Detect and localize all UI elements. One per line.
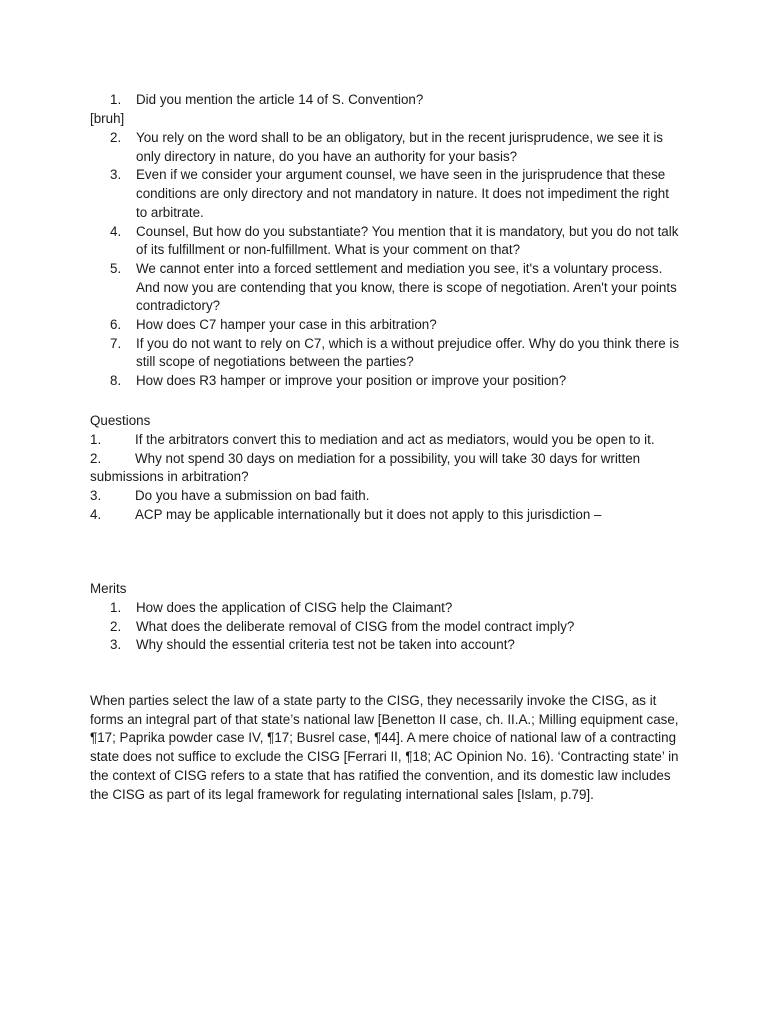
list-item: 3. Do you have a submission on bad faith. [90,488,370,504]
list-item-text: Why should the essential criteria test not be taken into account? [136,637,515,653]
list-item: 2. You rely on the word shall to be an obligatory, but in the recent jurisprudence, we see it is only directory in nature, do you have an authority for your basis? [110,130,664,164]
questions-list [90,431,680,525]
list-item-text: How does C7 hamper your case in this arbitration? [136,317,437,333]
list-item: 6. How does C7 hamper your case in this arbitration? [110,317,437,333]
merits-heading: Merits [90,581,127,596]
list-item: 2. Why not spend 30 days on mediation for a possibility, you will take 30 days for written submissions in arbitration? [90,450,641,485]
list-item-text: Did you mention the article 14 of S. Convention? [136,92,424,107]
list-item: 4. ACP may be applicable internationally but it does not apply to this jurisdiction – [90,506,602,522]
list-item: 5. We cannot enter into a forced settlement and mediation you see, it's a voluntary process. And now you are contending that you know, there is scope of negotiation. Aren't your points contradictory? [110,260,677,314]
list-item: 1. If the arbitrators convert this to mediation and act as mediators, would you be open to it. [90,432,655,447]
list-item: 1. How does the application of CISG help the Claimant? [110,600,453,615]
list-item: 4. Counsel, But how do you substantiate? You mention that it is mandatory, but you do not talk of its fulfillment or non-fulfillment. What is your comment on that? [110,223,679,258]
list-item: 8. How does R3 hamper or improve your position or improve your position? [110,373,567,389]
list-item-text: You rely on the word shall to be an obligatory, but in the recent jurisprudence, we see it is only directory in nature, do you have an authority for your basis? [136,130,664,164]
list-item-text: What does the deliberate removal of CISG from the model contract imply? [136,618,575,634]
bruh-note: [bruh] [90,111,125,126]
list-item: 3. Why should the essential criteria test not be taken into account? [110,637,515,653]
merits-list [90,599,680,655]
top-list [90,129,680,391]
list-item-text: Why not spend 30 days on mediation for a possibility, you will take 30 days for written submissions in arbitration? [90,450,641,485]
list-item: 1. Did you mention the article 14 of S. Convention? [110,92,424,107]
list-item-text: How does R3 hamper or improve your position or improve your position? [136,373,567,389]
list-item: 3. Even if we consider your argument counsel, we have seen in the jurisprudence that these conditions are only directory and not mandatory in nature. It does not impediment the right to arbitrate. [110,167,669,220]
list-item-text: We cannot enter into a forced settlement and mediation you see, it's a voluntary process. And now you are contending that you know, there is scope of negotiation. Aren't your points contradictory? [136,260,677,314]
body-paragraph: When parties select the law of a state party to the CISG, they necessarily invoke the CISG, as it forms an integral part of that state’s national law [Benetton II case, ch. II.A.; Milling equipment case, ¶17; Paprika powder case IV, ¶17; Busrel case, ¶44]. A mere choice of national law of a contracting state does not suffice to exclude the CISG [Ferrari II, ¶18; AC Opinion No. 16). ‘Contracting state’ in the context of CISG refers to a state that has ratified the convention, and its domestic law includes the CISG as part of its legal framework for regulating international sales [Islam, p.79]. [90,693,679,802]
top-list-first [90,91,680,110]
list-item: 2. What does the deliberate removal of CISG from the model contract imply? [110,618,575,634]
list-item-text: If the arbitrators convert this to mediation and act as mediators, would you be open to it. [135,432,655,447]
list-item-text: Even if we consider your argument counsel, we have seen in the jurisprudence that these conditions are only directory and not mandatory in nature. It does not impediment the right to arbitrate. [136,167,669,220]
list-item-text: How does the application of CISG help the Claimant? [136,600,453,615]
list-item-text: Counsel, But how do you substantiate? You mention that it is mandatory, but you do not talk of its fulfillment or non-fulfillment. What is your comment on that? [136,223,679,258]
list-item-text: Do you have a submission on bad faith. [135,488,370,504]
list-item-text: ACP may be applicable internationally but it does not apply to this jurisdiction – [135,506,602,522]
list-item: 7. If you do not want to rely on C7, which is a without prejudice offer. Why do you think there is still scope of negotiations between the parties? [110,335,680,370]
list-item-text: If you do not want to rely on C7, which is a without prejudice offer. Why do you think there is still scope of negotiations between the parties? [136,335,680,370]
questions-heading: Questions [90,413,151,428]
